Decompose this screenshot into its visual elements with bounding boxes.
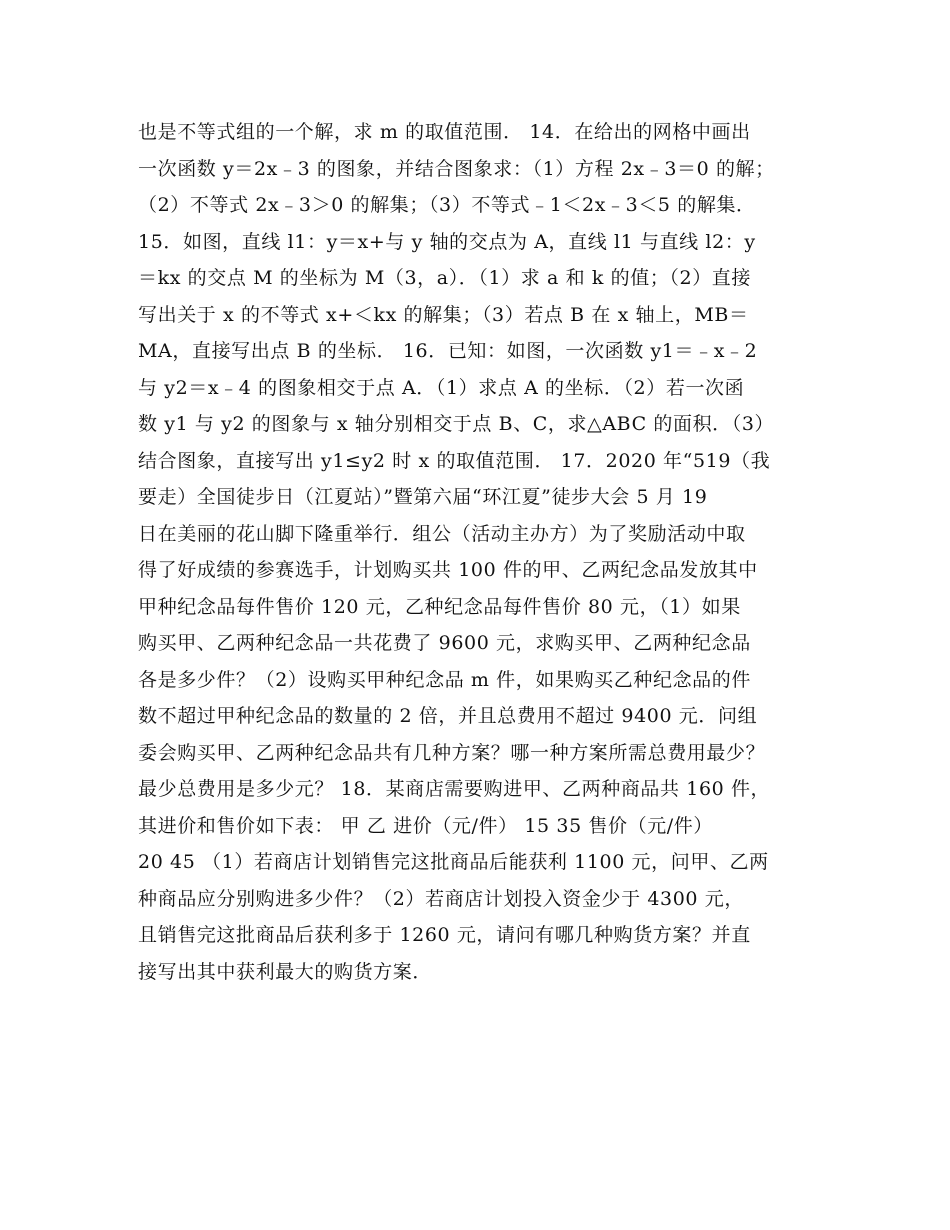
- text-line: MA，直接写出点 B 的坐标． 16．已知：如图，一次函数 y1＝﹣x﹣2: [138, 340, 758, 362]
- text-line: 得了好成绩的参赛选手，计划购买共 100 件的甲、乙两纪念品发放其中: [138, 559, 758, 581]
- text-line: 委会购买甲、乙两种纪念品共有几种方案？哪一种方案所需总费用最少？: [138, 741, 766, 764]
- text-line: 购买甲、乙两种纪念品一共花费了 9600 元，求购买甲、乙两种纪念品: [138, 632, 751, 654]
- text-line: 也是不等式组的一个解，求 m 的取值范围． 14．在给出的网格中画出: [138, 121, 751, 143]
- text-line: ＝kx 的交点 M 的坐标为 M（3，a）．（1）求 a 和 k 的值；（2）直接: [138, 267, 751, 289]
- text-line: 日在美丽的花山脚下隆重举行．组公（活动主办方）为了奖励活动中取: [138, 522, 746, 545]
- text-line: 20 45 （1）若商店计划销售完这批商品后能获利 1100 元，问甲、乙两: [138, 851, 769, 873]
- text-line: 要走）全国徒步日（江夏站）”暨第六届“环江夏”徒步大会 5 月 19: [138, 486, 708, 508]
- text-line: 15．如图，直线 l1：y＝x+与 y 轴的交点为 A，直线 l1 与直线 l2：y: [138, 230, 756, 253]
- text-line: 种商品应分别购进多少件？（2）若商店计划投入资金少于 4300 元，: [138, 887, 744, 910]
- text-line: 各是多少件？（2）设购买甲种纪念品 m 件，如果购买乙种纪念品的件: [138, 668, 751, 691]
- text-line: 数不超过甲种纪念品的数量的 2 倍，并且总费用不超过 9400 元．问组: [138, 705, 758, 727]
- text-line: 结合图象，直接写出 y1≤y2 时 x 的取值范围． 17．2020 年“519（我: [138, 449, 771, 472]
- text-line: 写出关于 x 的不等式 x+＜kx 的解集；（3）若点 B 在 x 轴上，MB＝: [138, 303, 749, 326]
- text-line: 其进价和售价如下表： 甲 乙 进价（元/件） 15 35 售价（元/件）: [138, 814, 713, 837]
- text-line: 甲种纪念品每件售价 120 元，乙种纪念品每件售价 80 元，（1）如果: [138, 595, 741, 618]
- text-line: 一次函数 y＝2x﹣3 的图象，并结合图象求：（1）方程 2x﹣3＝0 的解；: [138, 157, 775, 180]
- text-line: 最少总费用是多少元？ 18．某商店需要购进甲、乙两种商品共 160 件，: [138, 778, 771, 800]
- text-line: （2）不等式 2x﹣3＞0 的解集；（3）不等式﹣1＜2x﹣3＜5 的解集．: [138, 194, 756, 216]
- problem-text: [138, 114, 828, 990]
- text-line: 接写出其中获利最大的购货方案．: [138, 960, 433, 983]
- text-line: 数 y1 与 y2 的图象与 x 轴分别相交于点 B、C，求△ABC 的面积．（3）: [138, 413, 775, 435]
- text-line: 与 y2＝x﹣4 的图象相交于点 A．（1）求点 A 的坐标．（2）若一次函: [138, 376, 745, 399]
- text-line: 且销售完这批商品后获利多于 1260 元，请问有哪几种购货方案？并直: [138, 924, 751, 946]
